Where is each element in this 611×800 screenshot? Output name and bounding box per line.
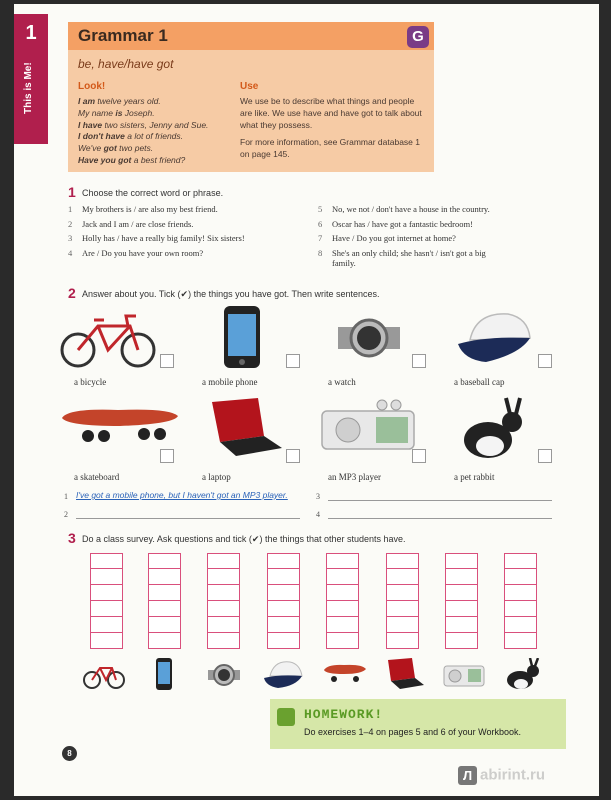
look-line: I am twelve years old. <box>78 96 161 106</box>
exercise1-item: 1 My brothers is / are also my best friend. <box>68 204 218 214</box>
exercise1-left-column <box>68 202 245 260</box>
unit-number: 1 <box>25 22 37 44</box>
look-line: Have you got a best friend? <box>78 154 186 165</box>
tick-box-mobile-phone[interactable] <box>286 354 300 368</box>
skateboard-icon <box>58 404 182 448</box>
answer-line-2[interactable] <box>76 518 300 519</box>
answer-number: 2 <box>64 510 68 519</box>
tick-box-baseball-cap[interactable] <box>538 354 552 368</box>
watch-icon <box>202 658 246 690</box>
survey-column[interactable] <box>386 553 419 649</box>
watermark-text: abirint.ru <box>480 766 546 784</box>
exercise1-item: 6 Oscar has / have got a fantastic bedroom! <box>318 218 473 229</box>
answer-line-3[interactable] <box>328 500 552 501</box>
grammar-badge: G <box>407 26 429 48</box>
look-examples <box>78 96 208 167</box>
survey-column[interactable] <box>267 553 300 649</box>
rabbit-icon <box>502 658 546 690</box>
item-label: a bicycle <box>74 377 107 387</box>
look-line: I don't have a lot of friends. <box>78 131 184 142</box>
survey-column[interactable] <box>207 553 240 649</box>
tick-box-watch[interactable] <box>412 354 426 368</box>
exercise1-item: 8 She's an only child; she hasn't / isn't got a big <box>318 247 486 258</box>
answer-number: 4 <box>316 510 320 519</box>
survey-column[interactable] <box>90 553 123 649</box>
grammar-title: Grammar 1 <box>78 26 168 45</box>
item-label: a baseball cap <box>454 377 505 387</box>
item-label: an MP3 player <box>328 472 381 482</box>
mp3-player-icon <box>318 399 418 459</box>
exercise1-item: 5 No, we not / don't have a house in the country. <box>318 204 490 214</box>
homework-box <box>270 699 566 749</box>
survey-column[interactable] <box>445 553 478 649</box>
laptop-icon <box>382 658 426 690</box>
baseball-cap-icon <box>456 306 536 368</box>
bicycle-icon <box>82 658 126 690</box>
unit-side-tab <box>14 14 48 144</box>
tick-box-bicycle[interactable] <box>160 354 174 368</box>
exercise1-title: Choose the correct word or phrase. <box>82 188 224 198</box>
exercise1-item: 4 Are / Do you have your own room? <box>68 247 204 258</box>
look-heading: Look! <box>78 81 106 92</box>
look-line: I have two sisters, Jenny and Sue. <box>78 119 209 130</box>
exercise1-right-column <box>318 202 490 271</box>
exercise3-title: Do a class survey. Ask questions and tick (✔) the things that other students have. <box>82 534 406 544</box>
workbook-page <box>14 4 599 796</box>
answer-line-4[interactable] <box>328 518 552 519</box>
item-label: a watch <box>328 377 356 387</box>
tick-box-laptop[interactable] <box>286 449 300 463</box>
item-label: a laptop <box>202 472 231 482</box>
answer-number: 1 <box>64 492 68 501</box>
look-line: We've got two pets. <box>78 143 154 154</box>
item-label: a skateboard <box>74 472 120 482</box>
exercise1-item: 3 Holly has / have a really big family! Six sisters! <box>68 233 245 243</box>
use-explanation: We use be to describe what things and people are like. We use have and have got to talk about what they possess. For more information, see Grammar database 1 on page 145. <box>240 96 422 160</box>
exercise1-item: 2 Jack and I am / are close friends. <box>68 218 194 229</box>
look-line: My name is Joseph. <box>78 107 155 118</box>
exercise1-number: 1 <box>68 184 76 200</box>
page-number: 8 <box>62 746 77 761</box>
bicycle-icon <box>58 304 158 370</box>
unit-title: This is Me! <box>23 62 34 114</box>
rabbit-icon <box>458 396 528 462</box>
answer-number: 3 <box>316 492 320 501</box>
item-label: a mobile phone <box>202 377 258 387</box>
item-label: a pet rabbit <box>454 472 495 482</box>
watermark <box>458 766 545 785</box>
laptop-icon <box>206 396 286 458</box>
tick-box-skateboard[interactable] <box>160 449 174 463</box>
homework-title: HOMEWORK! <box>304 707 384 722</box>
exercise3-number: 3 <box>68 530 76 546</box>
homework-text: Do exercises 1–4 on pages 5 and 6 of your Workbook. <box>304 727 521 737</box>
grammar-box <box>68 22 434 172</box>
exercise1-item: family. <box>332 258 356 268</box>
survey-column[interactable] <box>148 553 181 649</box>
exercise1-item: 7 Have / Do you got internet at home? <box>318 233 456 243</box>
exercise2-title: Answer about you. Tick (✔) the things you have got. Then write sentences. <box>82 289 380 299</box>
tick-box-pet-rabbit[interactable] <box>538 449 552 463</box>
grammar-header <box>68 22 434 50</box>
homework-icon <box>277 708 295 726</box>
tick-box-mp3-player[interactable] <box>412 449 426 463</box>
baseball-cap-icon <box>262 658 306 690</box>
watch-icon <box>334 309 404 365</box>
use-heading: Use <box>240 81 259 92</box>
grammar-subtitle: be, have/have got <box>78 57 174 71</box>
survey-column[interactable] <box>504 553 537 649</box>
watermark-badge: Л <box>458 766 477 785</box>
answer-example: I've got a mobile phone, but I haven't got an MP3 player. <box>76 490 288 500</box>
mobile-phone-icon <box>220 304 264 370</box>
mobile-phone-icon <box>142 658 186 690</box>
exercise2-number: 2 <box>68 285 76 301</box>
survey-column[interactable] <box>326 553 359 649</box>
skateboard-icon <box>322 658 366 690</box>
mp3-player-icon <box>442 658 486 690</box>
